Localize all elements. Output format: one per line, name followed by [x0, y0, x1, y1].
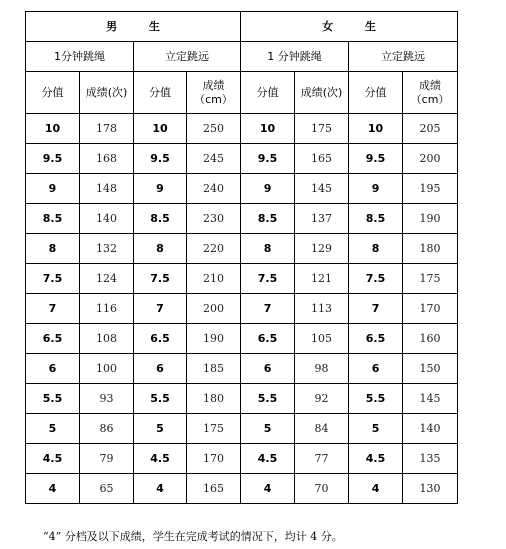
performance-cell: 137 [295, 204, 349, 234]
score-cell: 8.5 [134, 204, 187, 234]
score-cell: 5 [349, 414, 403, 444]
score-cell: 6 [241, 354, 295, 384]
performance-cell: 175 [295, 114, 349, 144]
performance-cell: 178 [80, 114, 134, 144]
jump-perf-label: 成绩 [419, 78, 442, 92]
score-cell: 8 [349, 234, 403, 264]
performance-cell: 168 [80, 144, 134, 174]
score-cell: 8.5 [26, 204, 80, 234]
performance-cell: 93 [80, 384, 134, 414]
score-cell: 7.5 [134, 264, 187, 294]
score-cell: 9.5 [134, 144, 187, 174]
table-row [26, 294, 458, 324]
performance-cell: 135 [403, 444, 458, 474]
score-cell: 7 [134, 294, 187, 324]
performance-cell: 100 [80, 354, 134, 384]
performance-cell: 190 [403, 204, 458, 234]
performance-cell: 210 [187, 264, 241, 294]
performance-cell: 124 [80, 264, 134, 294]
col-score-header: 分值 [26, 72, 80, 114]
score-cell: 9 [134, 174, 187, 204]
performance-cell: 140 [80, 204, 134, 234]
performance-cell: 148 [80, 174, 134, 204]
jump-perf-label: 成绩 [202, 78, 225, 92]
score-cell: 7 [26, 294, 80, 324]
table-row [26, 384, 458, 414]
performance-cell: 240 [187, 174, 241, 204]
score-cell: 7 [241, 294, 295, 324]
performance-cell: 77 [295, 444, 349, 474]
performance-cell: 130 [403, 474, 458, 504]
score-cell: 4.5 [26, 444, 80, 474]
score-cell: 10 [241, 114, 295, 144]
score-cell: 6.5 [26, 324, 80, 354]
score-cell: 9 [349, 174, 403, 204]
table-row [26, 414, 458, 444]
performance-cell: 190 [187, 324, 241, 354]
performance-cell: 140 [403, 414, 458, 444]
score-cell: 5.5 [241, 384, 295, 414]
score-cell: 9 [26, 174, 80, 204]
score-cell: 6 [349, 354, 403, 384]
male-rope-header: 1分钟跳绳 [26, 42, 134, 72]
performance-cell: 250 [187, 114, 241, 144]
performance-cell: 98 [295, 354, 349, 384]
score-cell: 5.5 [349, 384, 403, 414]
score-cell: 6 [134, 354, 187, 384]
performance-cell: 86 [80, 414, 134, 444]
performance-cell: 220 [187, 234, 241, 264]
score-cell: 4.5 [241, 444, 295, 474]
table-row [26, 444, 458, 474]
performance-cell: 200 [187, 294, 241, 324]
col-score-header: 分值 [349, 72, 403, 114]
table-row [26, 264, 458, 294]
male-jump-header: 立定跳远 [134, 42, 241, 72]
score-cell: 8.5 [241, 204, 295, 234]
performance-cell: 65 [80, 474, 134, 504]
performance-cell: 132 [80, 234, 134, 264]
performance-cell: 180 [403, 234, 458, 264]
score-cell: 9.5 [349, 144, 403, 174]
performance-cell: 79 [80, 444, 134, 474]
performance-cell: 150 [403, 354, 458, 384]
table-row [26, 354, 458, 384]
score-cell: 10 [349, 114, 403, 144]
score-cell: 5 [241, 414, 295, 444]
score-cell: 7.5 [241, 264, 295, 294]
score-cell: 5 [26, 414, 80, 444]
female-rope-header: 1 分钟跳绳 [241, 42, 349, 72]
performance-cell: 195 [403, 174, 458, 204]
performance-cell: 145 [295, 174, 349, 204]
performance-cell: 108 [80, 324, 134, 354]
performance-cell: 105 [295, 324, 349, 354]
performance-cell: 145 [403, 384, 458, 414]
performance-cell: 205 [403, 114, 458, 144]
col-jump-perf-header [187, 72, 241, 114]
performance-cell: 113 [295, 294, 349, 324]
table-row [26, 174, 458, 204]
performance-cell: 84 [295, 414, 349, 444]
performance-cell: 245 [187, 144, 241, 174]
performance-cell: 180 [187, 384, 241, 414]
col-score-header: 分值 [134, 72, 187, 114]
score-cell: 9 [241, 174, 295, 204]
score-cell: 7.5 [26, 264, 80, 294]
performance-cell: 92 [295, 384, 349, 414]
male-header: 男 生 [26, 12, 241, 42]
performance-cell: 175 [187, 414, 241, 444]
score-cell: 7 [349, 294, 403, 324]
score-cell: 8 [241, 234, 295, 264]
table-row [26, 144, 458, 174]
score-cell: 6.5 [349, 324, 403, 354]
table-row [26, 474, 458, 504]
score-cell: 4 [26, 474, 80, 504]
table-row [26, 234, 458, 264]
score-cell: 5.5 [26, 384, 80, 414]
performance-cell: 160 [403, 324, 458, 354]
performance-cell: 129 [295, 234, 349, 264]
score-cell: 6.5 [241, 324, 295, 354]
performance-cell: 230 [187, 204, 241, 234]
score-cell: 4 [241, 474, 295, 504]
score-cell: 10 [26, 114, 80, 144]
footnote: “4” 分档及以下成绩，学生在完成考试的情况下，均计 4 分。 [43, 530, 343, 543]
performance-cell: 175 [403, 264, 458, 294]
score-cell: 9.5 [26, 144, 80, 174]
score-cell: 9.5 [241, 144, 295, 174]
performance-cell: 185 [187, 354, 241, 384]
score-cell: 10 [134, 114, 187, 144]
score-cell: 6.5 [134, 324, 187, 354]
performance-cell: 121 [295, 264, 349, 294]
score-cell: 4.5 [349, 444, 403, 474]
col-rope-perf-header: 成绩(次) [295, 72, 349, 114]
performance-cell: 170 [403, 294, 458, 324]
score-cell: 4 [134, 474, 187, 504]
performance-cell: 165 [187, 474, 241, 504]
jump-perf-unit: （cm） [194, 92, 233, 106]
performance-cell: 116 [80, 294, 134, 324]
score-cell: 8 [134, 234, 187, 264]
performance-cell: 165 [295, 144, 349, 174]
score-cell: 8 [26, 234, 80, 264]
performance-cell: 200 [403, 144, 458, 174]
female-jump-header: 立定跳远 [349, 42, 458, 72]
col-jump-perf-header [403, 72, 458, 114]
score-cell: 4.5 [134, 444, 187, 474]
female-header: 女 生 [241, 12, 458, 42]
table-row [26, 114, 458, 144]
score-cell: 8.5 [349, 204, 403, 234]
table-row [26, 204, 458, 234]
col-score-header: 分值 [241, 72, 295, 114]
score-cell: 5.5 [134, 384, 187, 414]
score-cell: 7.5 [349, 264, 403, 294]
score-cell: 5 [134, 414, 187, 444]
score-cell: 4 [349, 474, 403, 504]
score-table [25, 11, 458, 504]
performance-cell: 170 [187, 444, 241, 474]
score-cell: 6 [26, 354, 80, 384]
performance-cell: 70 [295, 474, 349, 504]
table-row [26, 324, 458, 354]
col-rope-perf-header: 成绩(次) [80, 72, 134, 114]
jump-perf-unit: （cm） [410, 92, 450, 106]
